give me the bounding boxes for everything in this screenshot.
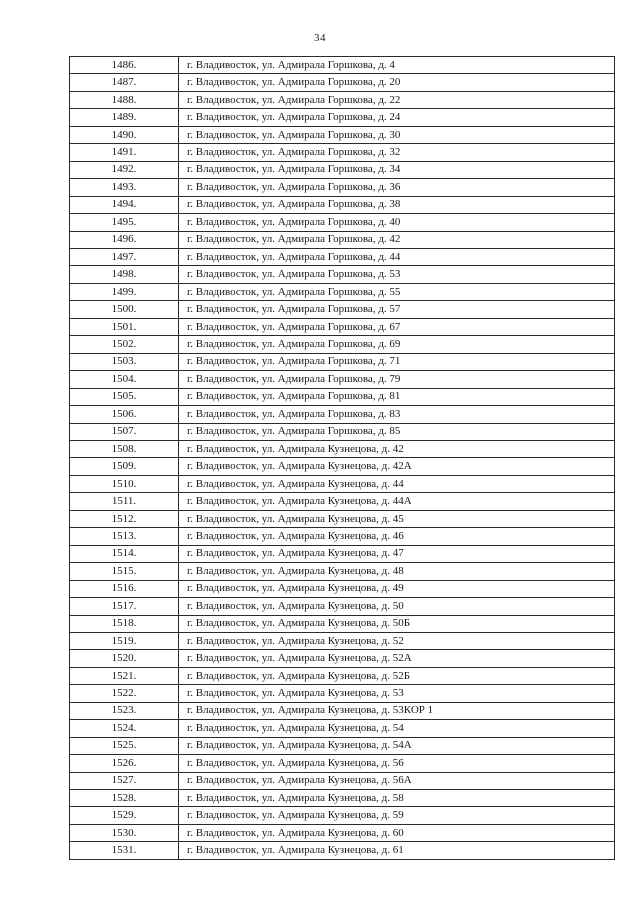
row-address: г. Владивосток, ул. Адмирала Горшкова, д. 24 (179, 109, 615, 126)
row-address: г. Владивосток, ул. Адмирала Кузнецова, д. 42 (179, 440, 615, 457)
row-number: 1515. (70, 563, 179, 580)
row-address: г. Владивосток, ул. Адмирала Горшкова, д. 81 (179, 388, 615, 405)
row-number: 1486. (70, 57, 179, 74)
row-number: 1505. (70, 388, 179, 405)
row-number: 1528. (70, 790, 179, 807)
row-address: г. Владивосток, ул. Адмирала Кузнецова, д. 59 (179, 807, 615, 824)
row-address: г. Владивосток, ул. Адмирала Кузнецова, д. 50 (179, 598, 615, 615)
row-address: г. Владивосток, ул. Адмирала Кузнецова, д. 60 (179, 824, 615, 841)
row-address: г. Владивосток, ул. Адмирала Кузнецова, д. 56А (179, 772, 615, 789)
table-row (70, 563, 615, 580)
table-row (70, 423, 615, 440)
table-row (70, 196, 615, 213)
table-row (70, 336, 615, 353)
row-address: г. Владивосток, ул. Адмирала Кузнецова, д. 61 (179, 842, 615, 859)
table-row (70, 772, 615, 789)
table-row (70, 790, 615, 807)
row-number: 1526. (70, 755, 179, 772)
row-address: г. Владивосток, ул. Адмирала Кузнецова, д. 42А (179, 458, 615, 475)
table-row (70, 475, 615, 492)
table-row (70, 126, 615, 143)
row-number: 1513. (70, 528, 179, 545)
row-number: 1496. (70, 231, 179, 248)
row-number: 1521. (70, 667, 179, 684)
table-row (70, 74, 615, 91)
row-address: г. Владивосток, ул. Адмирала Кузнецова, д. 48 (179, 563, 615, 580)
row-address: г. Владивосток, ул. Адмирала Горшкова, д. 71 (179, 353, 615, 370)
row-address: г. Владивосток, ул. Адмирала Кузнецова, д. 46 (179, 528, 615, 545)
table-row (70, 807, 615, 824)
table-row (70, 615, 615, 632)
row-number: 1493. (70, 179, 179, 196)
address-table (69, 56, 615, 860)
row-address: г. Владивосток, ул. Адмирала Кузнецова, д. 50Б (179, 615, 615, 632)
row-address: г. Владивосток, ул. Адмирала Кузнецова, д. 53КОР 1 (179, 702, 615, 719)
row-number: 1504. (70, 371, 179, 388)
row-address: г. Владивосток, ул. Адмирала Горшкова, д. 22 (179, 91, 615, 108)
row-number: 1510. (70, 475, 179, 492)
row-address: г. Владивосток, ул. Адмирала Горшкова, д. 67 (179, 318, 615, 335)
table-row (70, 144, 615, 161)
row-address: г. Владивосток, ул. Адмирала Горшкова, д. 42 (179, 231, 615, 248)
row-address: г. Владивосток, ул. Адмирала Горшкова, д. 38 (179, 196, 615, 213)
row-address: г. Владивосток, ул. Адмирала Горшкова, д. 32 (179, 144, 615, 161)
row-address: г. Владивосток, ул. Адмирала Кузнецова, д. 52Б (179, 667, 615, 684)
row-number: 1495. (70, 214, 179, 231)
table-row (70, 283, 615, 300)
row-number: 1525. (70, 737, 179, 754)
row-address: г. Владивосток, ул. Адмирала Горшкова, д. 57 (179, 301, 615, 318)
row-number: 1524. (70, 720, 179, 737)
table-row (70, 214, 615, 231)
row-number: 1506. (70, 406, 179, 423)
table-row (70, 737, 615, 754)
row-number: 1498. (70, 266, 179, 283)
table-row (70, 440, 615, 457)
row-number: 1527. (70, 772, 179, 789)
row-address: г. Владивосток, ул. Адмирала Кузнецова, д. 49 (179, 580, 615, 597)
table-row (70, 179, 615, 196)
row-address: г. Владивосток, ул. Адмирала Горшкова, д. 20 (179, 74, 615, 91)
row-address: г. Владивосток, ул. Адмирала Кузнецова, д. 47 (179, 545, 615, 562)
row-number: 1518. (70, 615, 179, 632)
row-number: 1509. (70, 458, 179, 475)
row-address: г. Владивосток, ул. Адмирала Кузнецова, д. 52А (179, 650, 615, 667)
address-table-body (70, 57, 615, 860)
table-row (70, 57, 615, 74)
row-number: 1514. (70, 545, 179, 562)
table-row (70, 109, 615, 126)
row-address: г. Владивосток, ул. Адмирала Горшкова, д. 4 (179, 57, 615, 74)
row-number: 1497. (70, 248, 179, 265)
table-row (70, 702, 615, 719)
row-address: г. Владивосток, ул. Адмирала Горшкова, д. 85 (179, 423, 615, 440)
table-row (70, 545, 615, 562)
table-row (70, 842, 615, 859)
table-row (70, 755, 615, 772)
table-row (70, 388, 615, 405)
row-number: 1492. (70, 161, 179, 178)
row-address: г. Владивосток, ул. Адмирала Горшкова, д. 30 (179, 126, 615, 143)
row-address: г. Владивосток, ул. Адмирала Кузнецова, д. 56 (179, 755, 615, 772)
row-number: 1508. (70, 440, 179, 457)
table-row (70, 161, 615, 178)
row-number: 1491. (70, 144, 179, 161)
row-address: г. Владивосток, ул. Адмирала Горшкова, д. 44 (179, 248, 615, 265)
row-address: г. Владивосток, ул. Адмирала Кузнецова, д. 58 (179, 790, 615, 807)
row-number: 1487. (70, 74, 179, 91)
table-row (70, 266, 615, 283)
table-row (70, 248, 615, 265)
row-address: г. Владивосток, ул. Адмирала Кузнецова, д. 44 (179, 475, 615, 492)
table-row (70, 667, 615, 684)
row-number: 1519. (70, 632, 179, 649)
row-number: 1530. (70, 824, 179, 841)
row-number: 1502. (70, 336, 179, 353)
table-row (70, 598, 615, 615)
table-row (70, 91, 615, 108)
table-row (70, 632, 615, 649)
row-address: г. Владивосток, ул. Адмирала Горшкова, д. 34 (179, 161, 615, 178)
row-number: 1490. (70, 126, 179, 143)
table-row (70, 720, 615, 737)
row-number: 1503. (70, 353, 179, 370)
row-address: г. Владивосток, ул. Адмирала Кузнецова, д. 54А (179, 737, 615, 754)
row-address: г. Владивосток, ул. Адмирала Кузнецова, д. 45 (179, 510, 615, 527)
row-number: 1494. (70, 196, 179, 213)
row-number: 1517. (70, 598, 179, 615)
row-number: 1501. (70, 318, 179, 335)
table-row (70, 231, 615, 248)
table-row (70, 458, 615, 475)
row-number: 1499. (70, 283, 179, 300)
table-row (70, 528, 615, 545)
table-row (70, 650, 615, 667)
row-address: г. Владивосток, ул. Адмирала Кузнецова, д. 53 (179, 685, 615, 702)
row-number: 1520. (70, 650, 179, 667)
row-address: г. Владивосток, ул. Адмирала Горшкова, д. 40 (179, 214, 615, 231)
row-address: г. Владивосток, ул. Адмирала Горшкова, д. 83 (179, 406, 615, 423)
row-number: 1512. (70, 510, 179, 527)
row-address: г. Владивосток, ул. Адмирала Кузнецова, д. 52 (179, 632, 615, 649)
table-row (70, 318, 615, 335)
table-row (70, 580, 615, 597)
row-number: 1529. (70, 807, 179, 824)
row-number: 1511. (70, 493, 179, 510)
table-row (70, 406, 615, 423)
row-number: 1488. (70, 91, 179, 108)
row-number: 1500. (70, 301, 179, 318)
row-number: 1516. (70, 580, 179, 597)
table-row (70, 493, 615, 510)
row-address: г. Владивосток, ул. Адмирала Горшкова, д. 53 (179, 266, 615, 283)
table-row (70, 353, 615, 370)
row-address: г. Владивосток, ул. Адмирала Горшкова, д. 69 (179, 336, 615, 353)
row-number: 1489. (70, 109, 179, 126)
row-address: г. Владивосток, ул. Адмирала Кузнецова, д. 54 (179, 720, 615, 737)
row-number: 1522. (70, 685, 179, 702)
table-row (70, 301, 615, 318)
row-number: 1523. (70, 702, 179, 719)
table-row (70, 510, 615, 527)
row-address: г. Владивосток, ул. Адмирала Горшкова, д. 79 (179, 371, 615, 388)
row-address: г. Владивосток, ул. Адмирала Горшкова, д. 55 (179, 283, 615, 300)
row-address: г. Владивосток, ул. Адмирала Горшкова, д. 36 (179, 179, 615, 196)
table-row (70, 824, 615, 841)
table-row (70, 685, 615, 702)
row-number: 1531. (70, 842, 179, 859)
table-row (70, 371, 615, 388)
row-address: г. Владивосток, ул. Адмирала Кузнецова, д. 44А (179, 493, 615, 510)
page-number: 34 (314, 32, 326, 44)
row-number: 1507. (70, 423, 179, 440)
